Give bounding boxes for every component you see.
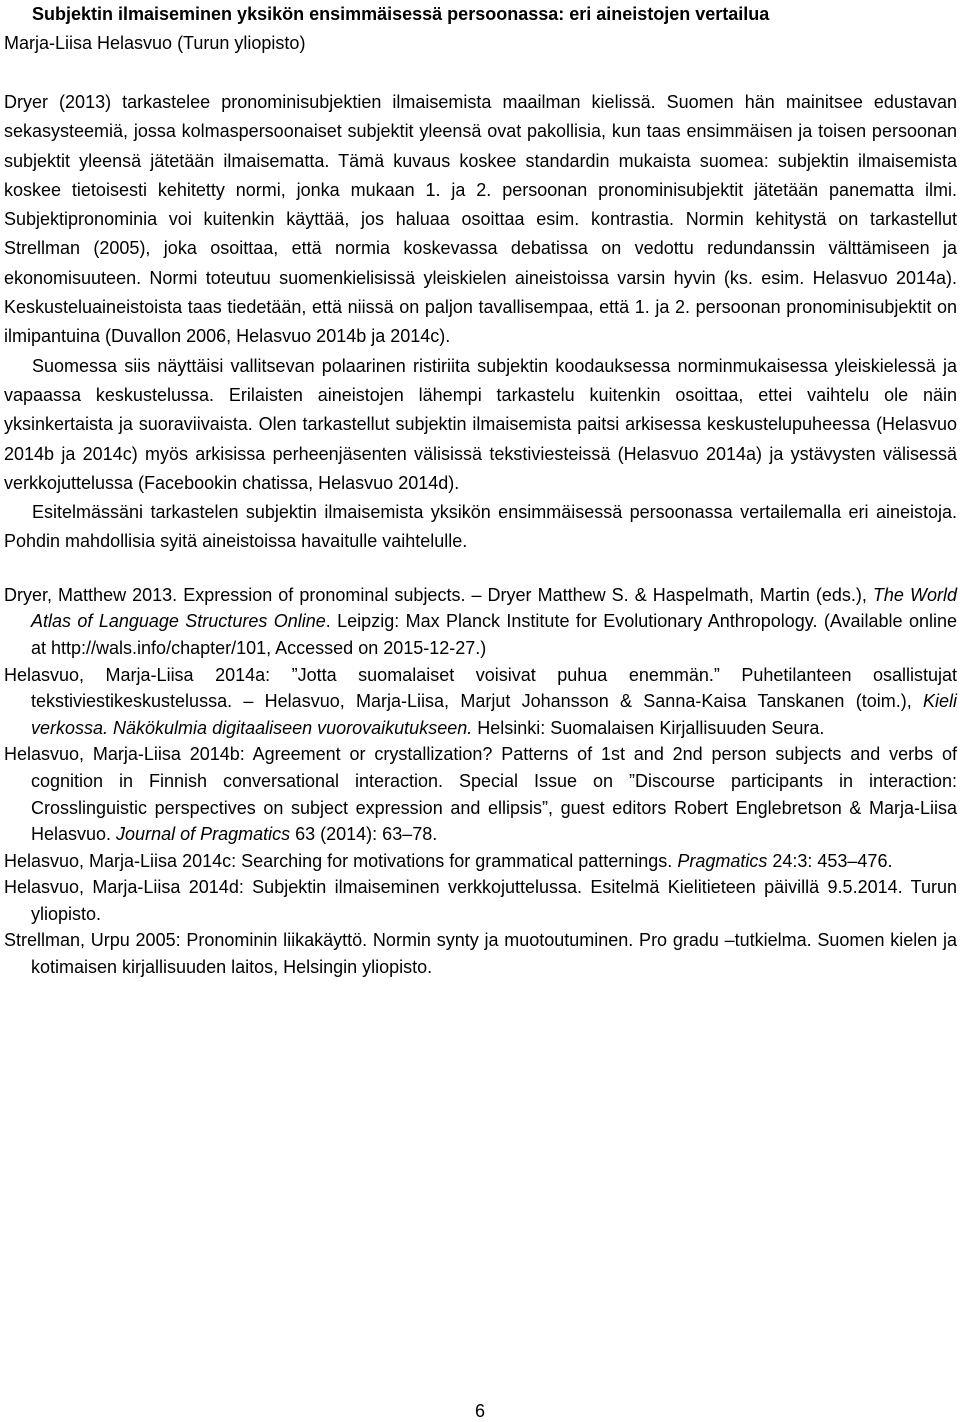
- page-title: Subjektin ilmaiseminen yksikön ensimmäisessä persoonassa: eri aineistojen vertailua: [32, 4, 770, 24]
- reference-item: Dryer, Matthew 2013. Expression of pronominal subjects. – Dryer Matthew S. & Haspelmath, Martin (eds.), The World Atlas of Language Structures Online. Leipzig: Max Planck Institute for Evolutionary Anthropology. (Available online at http://wals.info/chapter/101, Accessed on 2015-12-27.): [4, 584, 957, 658]
- reference-item: Helasvuo, Marja-Liisa 2014d: Subjektin ilmaiseminen verkkojuttelussa. Esitelmä Kielitieteen päivillä 9.5.2014. Turun yliopisto.: [4, 877, 957, 924]
- abstract-paragraph-3: Esitelmässäni tarkastelen subjektin ilmaisemista yksikön ensimmäisessä persoonassa vertailemalla eri aineistoja. Pohdin mahdollisia syitä aineistoissa havaitulle vaihtelulle.: [4, 502, 957, 552]
- abstract-paragraph-2: Suomessa siis näyttäisi vallitsevan polaarinen ristiriita subjektin koodauksessa norminmukaisessa yleiskielessä ja vapaassa keskustelussa. Erilaisten aineistojen lähempi tarkastelu kuitenkin osoittaa, ettei vaihtelu ole näin yksinkertaista ja suoraviivaista. Olen tarkastellut subjektin ilmaisemista paitsi arkisessa keskustelupuheessa (Helasvuo 2014b ja 2014c) myös arkisissa perheenjäsenten välisissä tekstiviesteissä (Helasvuo 2014a) ja ystävysten välisessä verkkojuttelussa (Facebookin chatissa, Helasvuo 2014d).: [4, 355, 957, 493]
- reference-item: Helasvuo, Marja-Liisa 2014b: Agreement or crystallization? Patterns of 1st and 2nd person subjects and verbs of cognition in Finnish conversational interaction. Special Issue on ”Discourse participants in interaction: Crosslinguistic perspectives on subject expression and ellipsis”, guest editors Robert Englebretson & Marja-Liisa Helasvuo. Journal of Pragmatics 63 (2014): 63–78.: [4, 744, 957, 845]
- reference-item: Helasvuo, Marja-Liisa 2014c: Searching for motivations for grammatical patternings. Pragmatics 24:3: 453–476.: [4, 850, 893, 871]
- reference-list: [4, 582, 957, 981]
- author-line: Marja-Liisa Helasvuo (Turun yliopisto): [4, 33, 306, 53]
- reference-item: Helasvuo, Marja-Liisa 2014a: ”Jotta suomalaiset voisivat puhua enemmän.” Puhetilanteen osallistujat tekstiviestikeskustelussa. – Helasvuo, Marja-Liisa, Marjut Johansson & Sanna-Kaisa Tanskanen (toim.), Kieli verkossa. Näkökulmia digitaaliseen vuorovaikutukseen. Helsinki: Suomalaisen Kirjallisuuden Seura.: [4, 664, 957, 738]
- page-number: 6: [474, 1401, 485, 1421]
- reference-item: Strellman, Urpu 2005: Pronominin liikakäyttö. Normin synty ja muotoutuminen. Pro gradu –tutkielma. Suomen kielen ja kotimaisen kirjallisuuden laitos, Helsingin yliopisto.: [4, 930, 957, 978]
- abstract: [4, 88, 957, 557]
- document-page: [4, 0, 957, 981]
- abstract-paragraph-1: Dryer (2013) tarkastelee pronominisubjektien ilmaisemista maailman kielissä. Suomen hän mainitsee edustavan sekasysteemiä, jossa kolmaspersoonaiset subjektit yleensä ovat pakollisia, kun taas ensimmäisen ja toisen persoonan subjektit yleensä jätetään ilmaisematta. Tämä kuvaus koskee standardin mukaista suomea: subjektin ilmaisemista koskee tietoisesti kehitetty normi, jonka mukaan 1. ja 2. persoonan pronominisubjektit jätetään panematta ilmi. Subjektipronominia voi kuitenkin käyttää, jos haluaa osoittaa esim. kontrastia. Normin kehitystä on tarkastellut Strellman (2005), joka osoittaa, että normia koskevassa debatissa on vedottu redundanssin välttämiseen ja ekonomisuuteen. Normi toteutuu suomenkielisissä yleiskielen aineistoissa varsin hyvin (ks. esim. Helasvuo 2014a). Keskusteluaineistoista taas tiedetään, että niissä on paljon tavallisempaa, että 1. ja 2. persoonan pronominisubjektit on ilmipantuina (Duvallon 2006, Helasvuo 2014b ja 2014c).: [4, 92, 957, 347]
